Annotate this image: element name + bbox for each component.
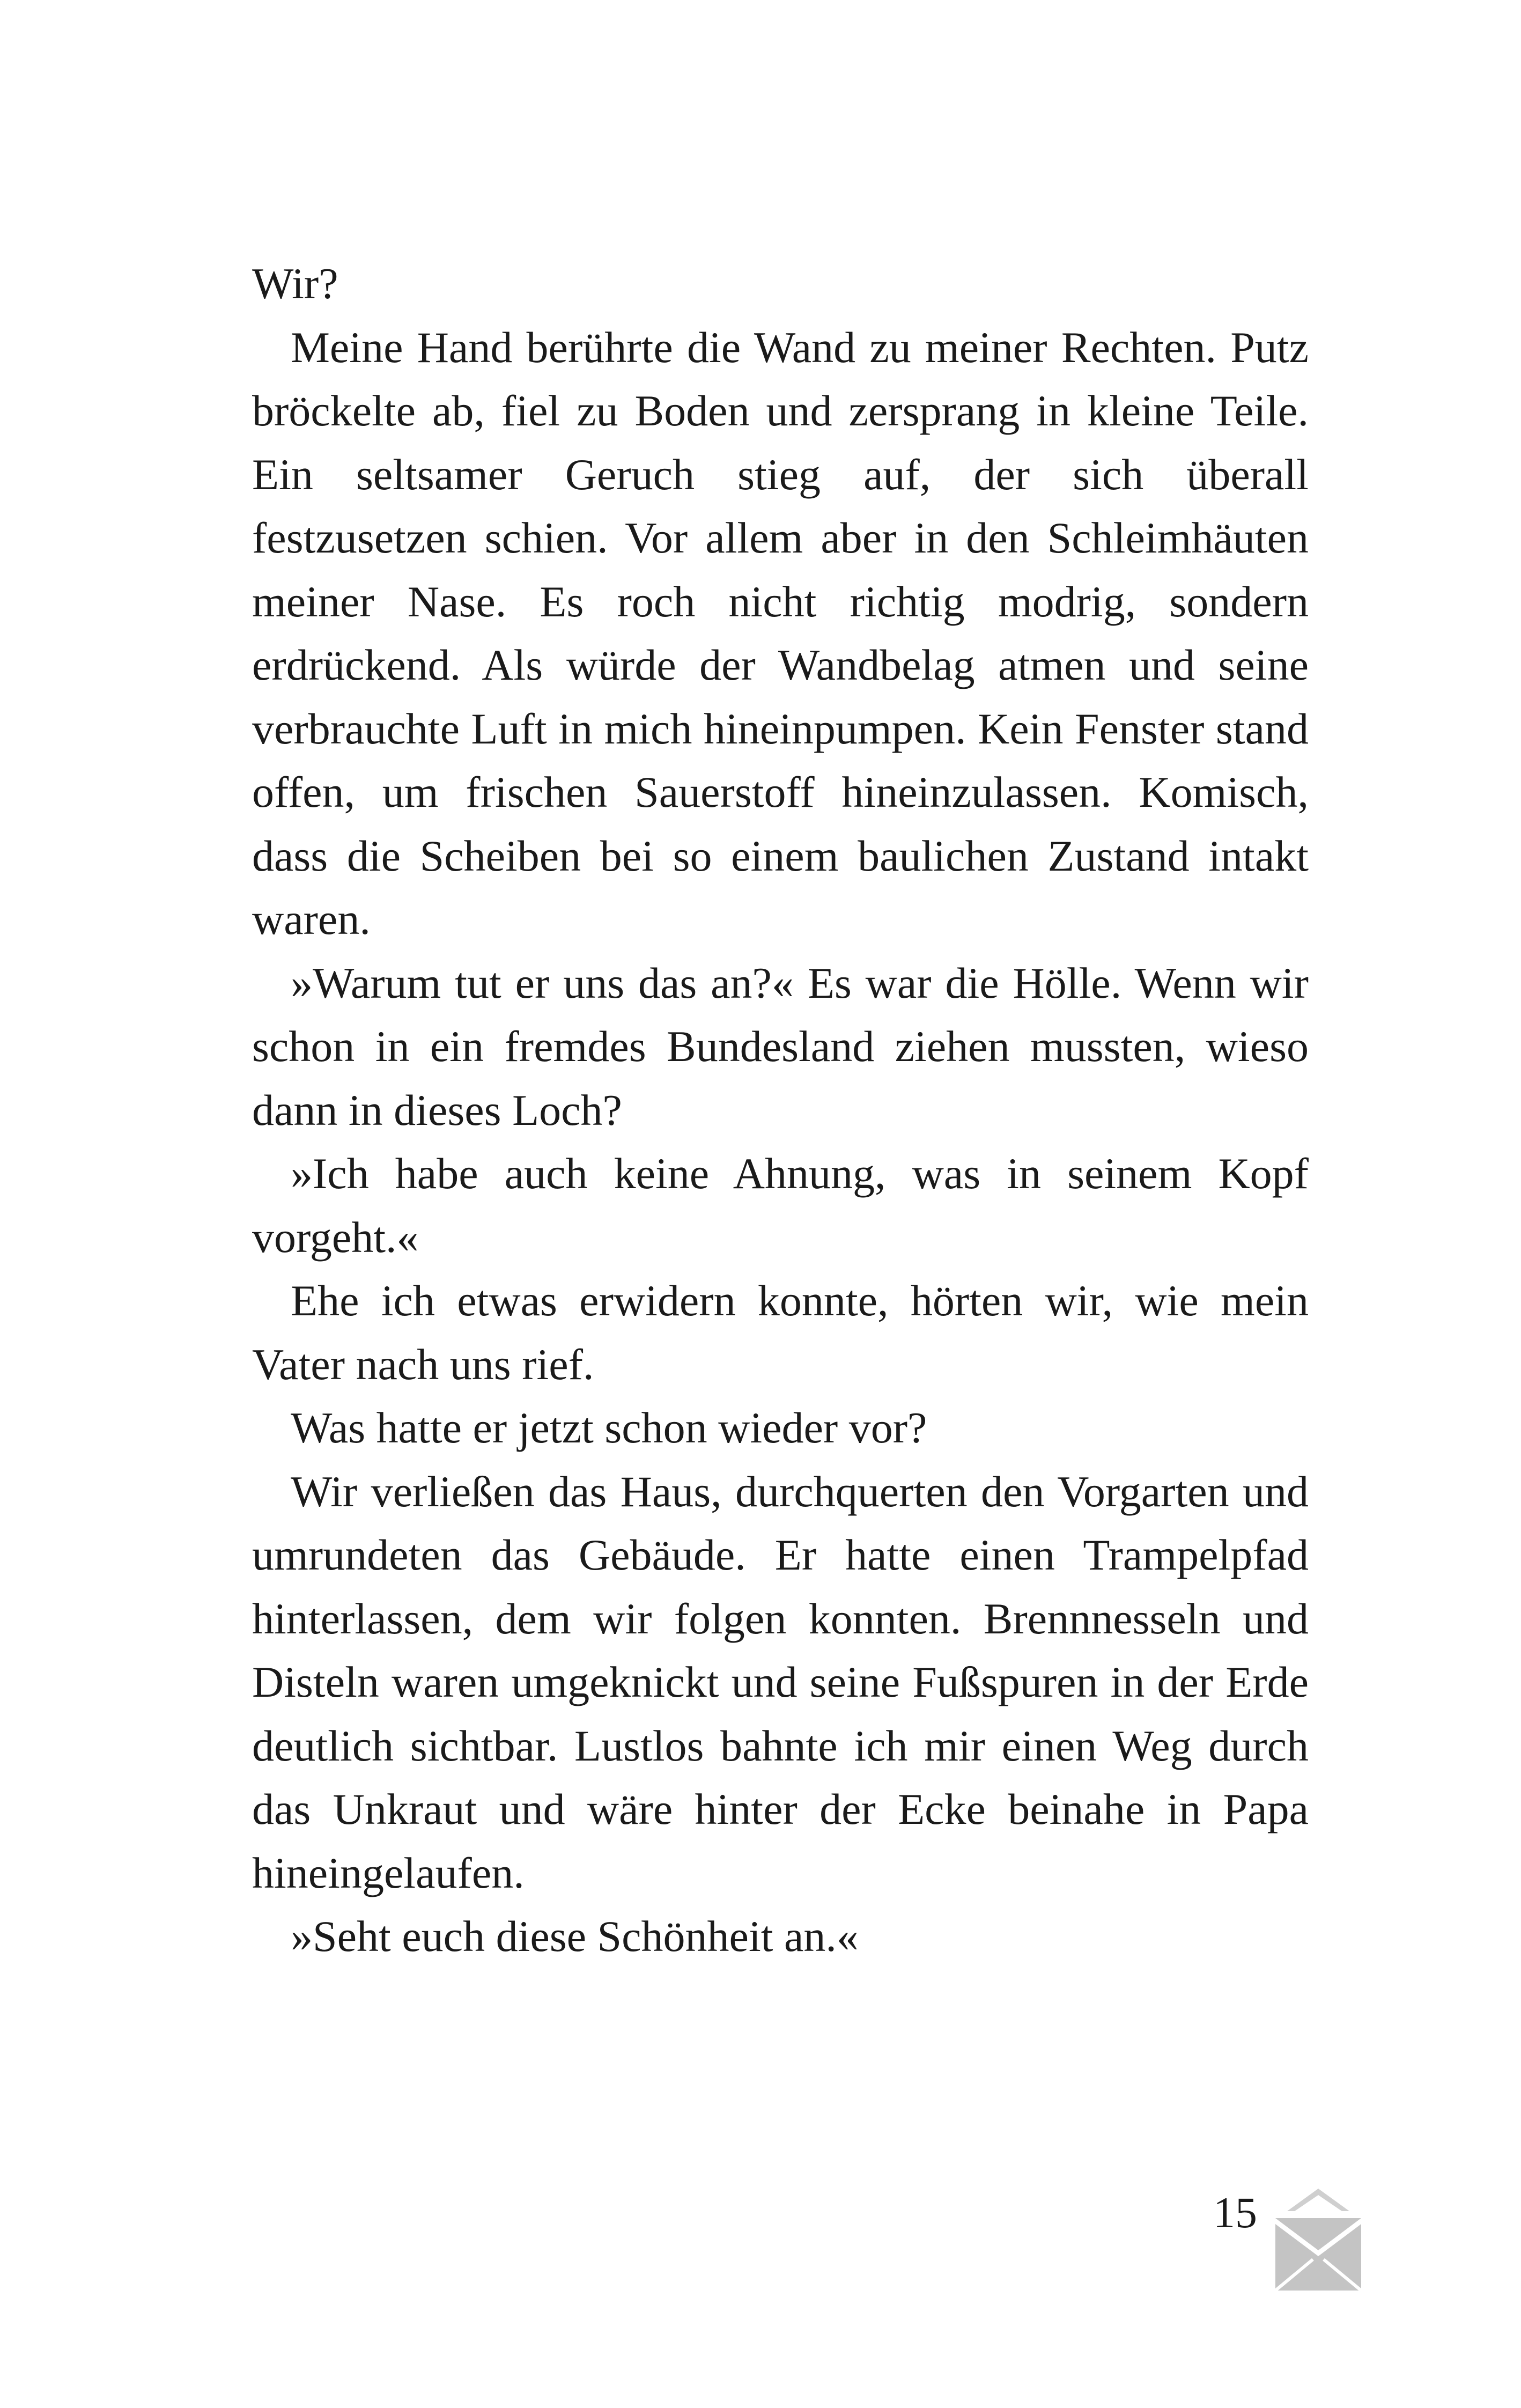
paragraph: »Ich habe auch keine Ahnung, was in seinem Kopf vorgeht.«	[252, 1149, 1309, 1262]
paragraph: Wir?	[252, 259, 338, 308]
paragraph: »Warum tut er uns das an?« Es war die Hölle. Wenn wir schon in ein fremdes Bundesland ziehen mussten, wieso dann in dieses Loch?	[252, 958, 1309, 1135]
paragraph: Was hatte er jetzt schon wieder vor?	[291, 1403, 927, 1452]
paragraph: »Seht euch diese Schönheit an.«	[291, 1912, 859, 1961]
envelope-icon	[1275, 2189, 1361, 2291]
paragraph: Ehe ich etwas erwidern konnte, hörten wir, wie mein Vater nach uns rief.	[252, 1276, 1309, 1389]
paragraph: Meine Hand berührte die Wand zu meiner Rechten. Putz bröckelte ab, fiel zu Boden und zersprang in kleine Teile. Ein seltsamer Geruch stieg auf, der sich überall festzusetzen schien. Vor allem aber in den Schleimhäuten meiner Nase. Es roch nicht richtig modrig, sondern erdrückend. Als würde der Wandbelag atmen und seine verbrauchte Luft in mich hineinpumpen. Kein Fenster stand offen, um frischen Sauerstoff hineinzulassen. Komisch, dass die Scheiben bei so einem baulichen Zustand intakt waren.	[252, 322, 1309, 944]
page-number: 15	[1213, 2188, 1257, 2237]
paragraph: Wir verließen das Haus, durchquerten den Vorgarten und umrundeten das Gebäude. Er hatte einen Trampelpfad hinterlassen, dem wir folgen konnten. Brennnesseln und Disteln waren umgeknickt und seine Fußspuren in der Erde deutlich sichtbar. Lustlos bahnte ich mir einen Weg durch das Unkraut und wäre hinter der Ecke beinahe in Papa hineingelaufen.	[252, 1467, 1309, 1897]
body-text	[252, 252, 1309, 1969]
